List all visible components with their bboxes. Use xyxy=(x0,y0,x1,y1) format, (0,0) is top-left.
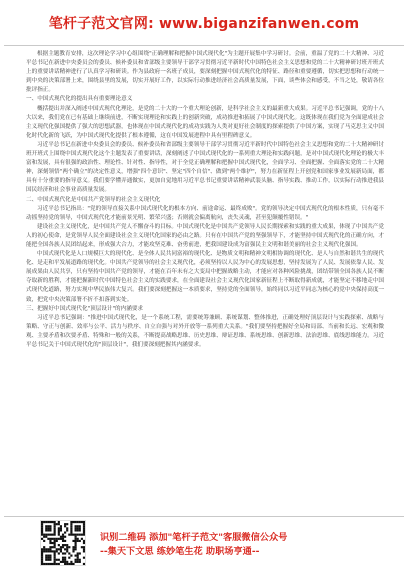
page-header xyxy=(0,0,408,46)
header-divider xyxy=(4,45,404,46)
paragraph: 根据主题教育安排，这次理论学习中心组围绕"正确理解和把握中国式现代化"为主题开展集中学习研讨。会前，重温了党的二十大精神、习近平总书记在新进中央委员会的委员、候补委员和省部级主要领导干部学习贯彻习近平新时代中国特色社会主义思想和党的二十大精神研讨班开班式上的重要讲话精神进行了认真学习和研读。作为县政府一名班子成员，要深刻把握中国式现代化的特征、路径和重要遵循，切实把思想和行动统一到中央的决策部署上来，围绕县里的发展，切实开展好工作，以实际行动推进经济社会高质量发展，下面，谈些体会和感受，不当之处，敬请各位批评指正。 xyxy=(26,51,385,94)
paragraph: 中国式现代化是人口规模巨大的现代化、是全体人民共同富裕的现代化、是物质文明和精神文明相协调的现代化、是人与自然和谐共生的现代化、是走和平发展道路的现代化。中国共产党领导的社会主义现代化，必须坚持以人民为中心的发展思想，坚持发展为了人民、发展依靠人民、发展成果由人民共享，只有坚持中国共产党的领导，才能在百年未有之大变局中把握战略主动，才能应对各种风险挑战，团结带领全国各族人民不断夺取新的胜利，才能把握新时代中国特色社会主义的实践要求，在全面建设社会主义现代化国家新征程上不断取得新成就，才能坚定不移地走中国式现代化道路，努力实现中华民族伟大复兴。我们要深刻把握这一本质要求，坚持党的全面领导，始终同以习近平同志为核心的党中央保持高度一致，把党中央决策部署不折不扣落到实处。 xyxy=(26,251,385,303)
paragraph: 习近平总书记在新进中央委员会的委员、候补委员和省部级主要领导干部学习贯彻习近平新时代中国特色社会主义思想和党的二十大精神研讨班开班式上围绕中国式现代化这个主题发表了重要讲话，深刻阐述了中国式现代化的一系列重大理论和实践问题，是对中国式现代化理论的极大丰富和发展，具有很强的政治性、理论性、针对性、指导性，对于全党正确理解和把握中国式现代化，全面学习、全面把握、全面落实党的二十大精神，深刻领悟"两个确立"的决定性意义，增强"四个意识"、坚定"四个自信"、做到"两个维护"，努力在新征程上开创党和国家事业发展新局面，都具有十分重要的指导意义。我们要学懂弄通做实，更加自觉地用习近平总书记重要讲话精神武装头脑、指导实践、推动工作，以实际行动推进我县国民经济和社会事业高质量发展。 xyxy=(26,141,385,194)
section-heading: 一、中国式现代化的提出具有重要理论意义 xyxy=(26,96,133,103)
section-heading: 三、把握好中国式现代化"顶层设计"的内涵要求 xyxy=(26,305,144,312)
qr-code-icon xyxy=(40,520,86,566)
footer-divider xyxy=(4,516,404,517)
paragraph: 建设社会主义现代化，是中国共产党人不懈奋斗的目标。中国式现代化是中国共产党领导人民长期探索和实践的重大成果，体现了中国共产党人的初心使命，是党领导人民全面建设社会主义现代化国家的必由之路。只有在中国共产党的坚强领导下，才能坚持中国式现代化的正确方向，才能把全国各族人民团结起来，形成强大合力，才能攻坚克难、奋勇前进，把我国建设成为富强民主文明和谐美丽的社会主义现代化强国。 xyxy=(26,223,385,248)
document-body xyxy=(26,50,384,350)
footer-slogan: --集天下文思 练妙笔生花 助职场亨通-- xyxy=(100,546,260,557)
paragraph: 习近平总书记指出："党的领导直接关系中国式现代化的根本方向、前途命运、最终成败"。党的领导决定中国式现代化的根本性质，只有毫不动摇坚持党的领导，中国式现代化才能前景光明、繁荣兴盛；否则就会偏离航向，丧失灵魂，甚至犯颠覆性错误。" xyxy=(26,205,384,221)
footer-cta: 识别二维码 添加"笔杆子范文"客服微信公众号 xyxy=(100,532,288,543)
section-heading: 二、中国式现代化是中国共产党领导的社会主义现代化 xyxy=(26,196,161,203)
paragraph: 概括提出并深入阐述中国式现代化理论，是党的二十大的一个重大理论创新，是科学社会主义的最新重大成果。习近平总书记强调，党的十八大以来，我们党在已有基础上继续前进，不断实现理论和实践上的创新突破，成功推进和拓展了中国式现代化。这既体现在我们党为全面建成社会主义现代化强国提供了强大的思想武器，也体现在中国式现代化的成功实践为人类对更好社会制度的探索提供了中国方案，实现了马克思主义中国化时代化新的飞跃，为中国式现代化提供了根本遵循，这在中国发展进程中具有里程碑意义。 xyxy=(26,105,385,139)
page-footer xyxy=(0,520,408,580)
site-label: 笔杆子范文官网: www.biganzifanwen.com xyxy=(48,16,360,32)
paragraph: 习近平总书记强调："推进中国式现代化，是一个系统工程，需要统筹兼顾、系统谋划、整体推进，正确处理好顶层设计与实践探索、战略与策略、守正与创新、效率与公平、活力与秩序、自立自强与对外开放等一系列重大关系。"我们要坚持把握好全局和局部、当前和长远、宏观和微观、主要矛盾和次要矛盾、特殊和一般的关系，不断提高战略思维、历史思维、辩证思维、系统思维、创新思维、法治思维、底线思维能力。习近平总书记关于中国式现代化的"顶层设计"，我们要深刻把握其内涵要求。 xyxy=(26,314,385,348)
